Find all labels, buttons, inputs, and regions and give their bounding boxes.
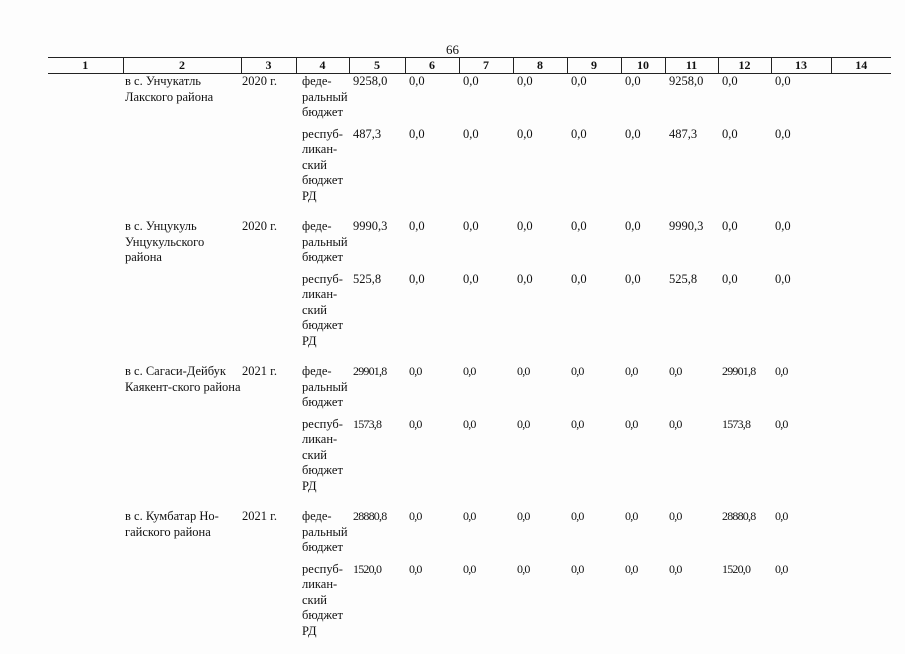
amount-cell: 0,0: [625, 219, 641, 233]
amount-cell: 0,0: [571, 416, 584, 431]
amount-cell: 487,3: [353, 126, 382, 141]
column-header: 11: [665, 58, 718, 74]
empty-cell: [48, 219, 123, 266]
amount-cell: 0,0: [722, 271, 738, 286]
amount-cell: 29901,8: [722, 364, 756, 378]
empty-cell: [48, 272, 123, 350]
empty-cell: [831, 219, 891, 266]
column-header: 14: [831, 58, 891, 74]
amount-cell: 0,0: [463, 126, 479, 141]
amount-cell: 0,0: [517, 364, 530, 378]
budget-source-cell: респуб-ликан-ский бюджет РД: [302, 416, 343, 493]
table-row: [48, 364, 891, 411]
amount-cell: 0,0: [517, 561, 530, 576]
object-name-cell: [123, 272, 241, 350]
amount-cell: 0,0: [625, 416, 638, 431]
amount-cell: 0,0: [722, 126, 738, 141]
amount-cell: 0,0: [571, 509, 584, 523]
amount-cell: 0,0: [775, 509, 788, 523]
object-name-cell: [123, 127, 241, 205]
spacer-cell: [48, 494, 891, 509]
column-header: 1: [48, 58, 123, 74]
spacer-cell: [48, 349, 891, 364]
amount-cell: 0,0: [409, 74, 425, 88]
amount-cell: 0,0: [775, 74, 791, 88]
year-cell: [241, 417, 296, 495]
object-name-cell: в с. Унцукуль Унцукульского района: [125, 219, 205, 264]
amount-cell: 0,0: [409, 364, 422, 378]
amount-cell: 0,0: [775, 126, 791, 141]
page-number: 66: [446, 42, 459, 57]
empty-cell: [48, 74, 123, 121]
year-cell: [241, 272, 296, 350]
amount-cell: 0,0: [409, 271, 425, 286]
amount-cell: 9990,3: [669, 219, 704, 233]
row-spacer: [48, 494, 891, 509]
object-name-cell: в с. Сагаси-Дейбук Каякент-ского района: [125, 364, 241, 394]
amount-cell: 0,0: [625, 74, 641, 88]
amount-cell: 0,0: [775, 364, 788, 378]
budget-source-cell: феде-ральный бюджет: [302, 364, 348, 409]
amount-cell: 0,0: [571, 74, 587, 88]
column-header: 5: [349, 58, 405, 74]
row-spacer: [48, 349, 891, 364]
amount-cell: 1573,8: [353, 416, 382, 431]
column-header: 8: [513, 58, 567, 74]
year-cell: 2021 г.: [242, 509, 277, 523]
amount-cell: 0,0: [571, 364, 584, 378]
amount-cell: 0,0: [625, 364, 638, 378]
amount-cell: 0,0: [517, 509, 530, 523]
empty-cell: [48, 509, 123, 556]
budget-source-cell: респуб-ликан-ский бюджет РД: [302, 271, 343, 348]
amount-cell: 525,8: [353, 271, 382, 286]
amount-cell: 0,0: [409, 509, 422, 523]
empty-cell: [831, 272, 891, 350]
column-header: 3: [241, 58, 296, 74]
amount-cell: 0,0: [517, 126, 533, 141]
year-cell: 2021 г.: [242, 364, 277, 378]
amount-cell: 0,0: [625, 271, 641, 286]
amount-cell: 525,8: [669, 271, 698, 286]
amount-cell: 0,0: [722, 74, 738, 88]
amount-cell: 1520,0: [353, 561, 382, 576]
empty-cell: [831, 417, 891, 495]
object-name-cell: в с. Кумбатар Но-гайского района: [125, 509, 219, 539]
amount-cell: 0,0: [669, 509, 682, 523]
amount-cell: 0,0: [775, 416, 788, 431]
column-header: 2: [123, 58, 241, 74]
object-name-cell: в с. Унчукатль Лакского района: [125, 74, 214, 104]
amount-cell: 9258,0: [353, 74, 388, 88]
amount-cell: 0,0: [517, 416, 530, 431]
amount-cell: 0,0: [517, 271, 533, 286]
budget-source-cell: феде-ральный бюджет: [302, 74, 348, 119]
amount-cell: 0,0: [669, 364, 682, 378]
amount-cell: 0,0: [409, 416, 422, 431]
amount-cell: 0,0: [463, 74, 479, 88]
column-header: 4: [296, 58, 349, 74]
spacer-cell: [48, 639, 891, 654]
budget-table: [48, 57, 891, 654]
table-row: [48, 272, 891, 350]
amount-cell: 0,0: [463, 271, 479, 286]
amount-cell: 0,0: [571, 219, 587, 233]
table-row: [48, 127, 891, 205]
empty-cell: [48, 417, 123, 495]
row-spacer: [48, 639, 891, 654]
amount-cell: 28880,8: [722, 509, 756, 523]
amount-cell: 0,0: [517, 219, 533, 233]
budget-source-cell: феде-ральный бюджет: [302, 219, 348, 264]
amount-cell: 0,0: [409, 126, 425, 141]
amount-cell: 0,0: [775, 271, 791, 286]
amount-cell: 1520,0: [722, 561, 751, 576]
column-header: 9: [567, 58, 621, 74]
table-row: [48, 417, 891, 495]
object-name-cell: [123, 562, 241, 640]
year-cell: 2020 г.: [242, 74, 277, 88]
amount-cell: 0,0: [463, 416, 476, 431]
amount-cell: 0,0: [775, 561, 788, 576]
amount-cell: 0,0: [517, 74, 533, 88]
table-row: [48, 219, 891, 266]
amount-cell: 0,0: [571, 561, 584, 576]
amount-cell: 0,0: [463, 509, 476, 523]
amount-cell: 1573,8: [722, 416, 751, 431]
year-cell: [241, 127, 296, 205]
amount-cell: 0,0: [775, 219, 791, 233]
table-row: [48, 509, 891, 556]
table-row: [48, 74, 891, 121]
empty-cell: [48, 364, 123, 411]
column-header: 7: [459, 58, 513, 74]
column-header: 10: [621, 58, 665, 74]
spacer-cell: [48, 204, 891, 219]
amount-cell: 0,0: [625, 509, 638, 523]
amount-cell: 0,0: [571, 126, 587, 141]
amount-cell: 0,0: [571, 271, 587, 286]
amount-cell: 0,0: [722, 219, 738, 233]
amount-cell: 0,0: [625, 126, 641, 141]
amount-cell: 0,0: [463, 561, 476, 576]
amount-cell: 487,3: [669, 126, 698, 141]
empty-cell: [831, 509, 891, 556]
empty-cell: [831, 127, 891, 205]
empty-cell: [831, 562, 891, 640]
amount-cell: 29901,8: [353, 364, 387, 378]
budget-source-cell: респуб-ликан-ский бюджет РД: [302, 561, 343, 638]
object-name-cell: [123, 417, 241, 495]
amount-cell: 28880,8: [353, 509, 387, 523]
amount-cell: 0,0: [409, 219, 425, 233]
budget-source-cell: феде-ральный бюджет: [302, 509, 348, 554]
amount-cell: 0,0: [463, 219, 479, 233]
row-spacer: [48, 204, 891, 219]
table-row: [48, 562, 891, 640]
amount-cell: 0,0: [409, 561, 422, 576]
column-header: 13: [771, 58, 831, 74]
amount-cell: 9990,3: [353, 219, 388, 233]
amount-cell: 0,0: [669, 416, 682, 431]
empty-cell: [831, 74, 891, 121]
amount-cell: 0,0: [625, 561, 638, 576]
column-header: 6: [405, 58, 459, 74]
column-header: 12: [718, 58, 771, 74]
amount-cell: 0,0: [669, 561, 682, 576]
empty-cell: [48, 562, 123, 640]
column-number-row: [48, 58, 891, 74]
amount-cell: 9258,0: [669, 74, 704, 88]
year-cell: 2020 г.: [242, 219, 277, 233]
year-cell: [241, 562, 296, 640]
empty-cell: [831, 364, 891, 411]
amount-cell: 0,0: [463, 364, 476, 378]
budget-source-cell: респуб-ликан-ский бюджет РД: [302, 126, 343, 203]
empty-cell: [48, 127, 123, 205]
